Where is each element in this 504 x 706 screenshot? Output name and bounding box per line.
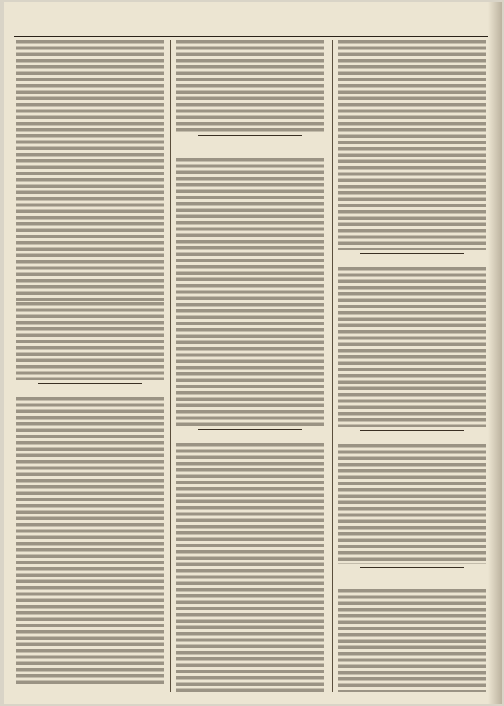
section-rule [360,253,464,254]
section-rule [38,383,142,384]
article-text [176,443,324,692]
section-rule [198,135,302,136]
article-text [338,267,486,427]
column-3 [338,40,486,692]
newspaper-page [4,2,502,704]
article-text [16,40,164,134]
header-rule [14,36,488,37]
article-text [338,444,486,564]
section-heading [338,571,486,580]
article-text [16,134,164,302]
article-text [176,40,324,132]
article-text [338,589,486,692]
section-rule [360,567,464,568]
column-separator [332,40,333,692]
column-2 [176,40,324,692]
article-text [16,397,164,687]
section-rule [198,429,302,430]
article-text [16,302,164,380]
section-heading [338,257,486,266]
article-text [338,40,486,250]
section-heading [176,139,324,157]
article-text [176,158,324,426]
section-rule [360,430,464,431]
section-heading [176,433,324,442]
column-1 [16,40,164,692]
column-separator [170,40,171,692]
section-heading [16,387,164,396]
section-subheading [338,581,486,587]
running-head [14,22,488,34]
section-heading [338,434,486,443]
